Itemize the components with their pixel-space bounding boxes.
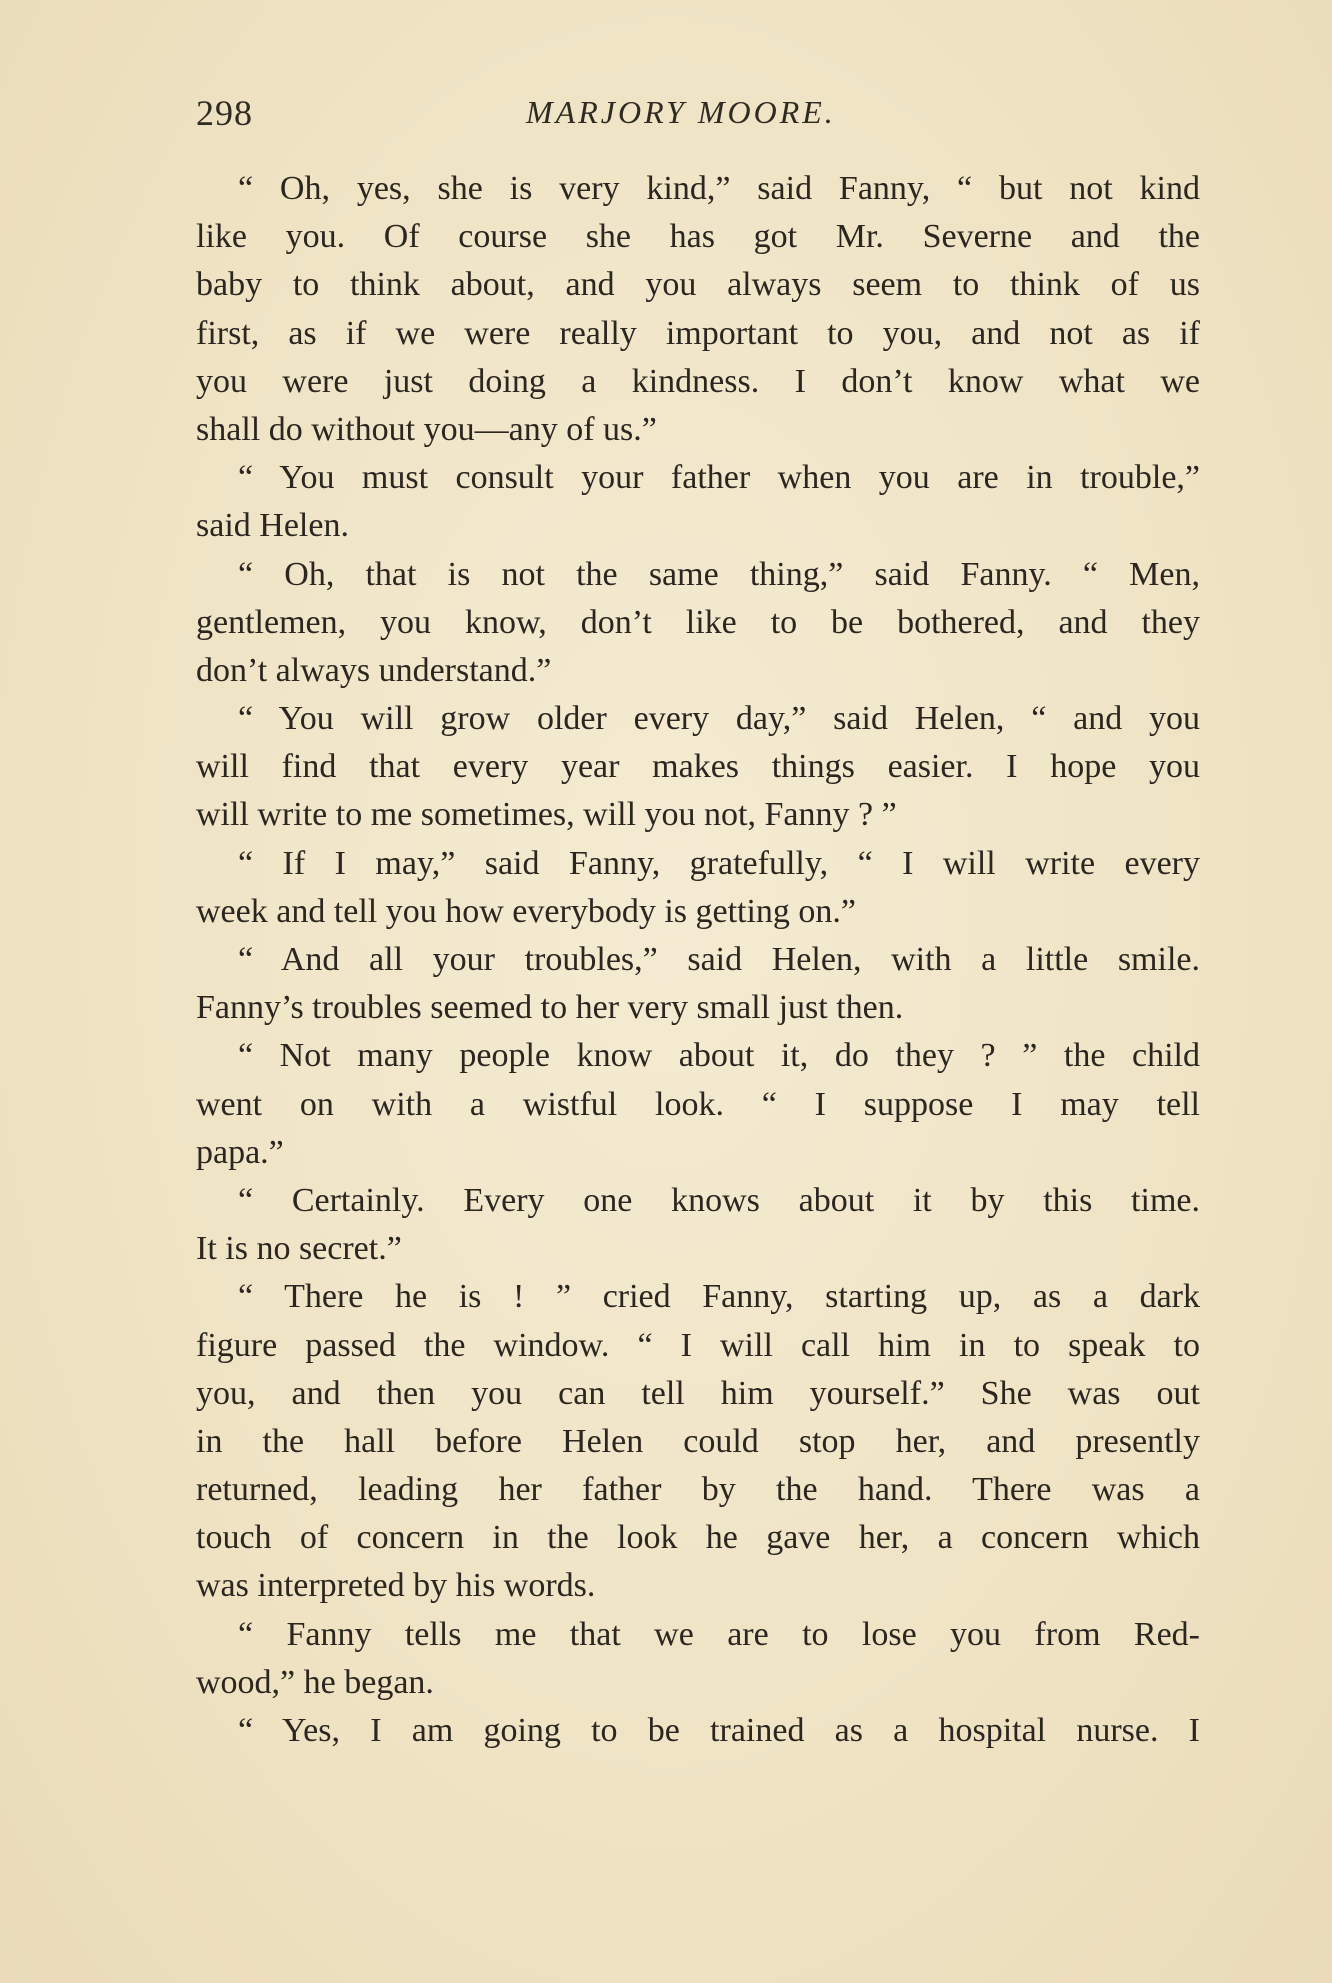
text-line: don’t always understand.” bbox=[196, 651, 552, 689]
text-line: “ Oh, that is not the same thing,” said Fanny. “ Men, bbox=[238, 555, 1200, 593]
text-line: week and tell you how everybody is getting on.” bbox=[196, 892, 857, 930]
text-line: baby to think about, and you always seem to think of us bbox=[196, 266, 1200, 304]
text-line: “ You will grow older every day,” said Helen, “ and you bbox=[238, 700, 1200, 738]
text-line: shall do without you—any of us.” bbox=[196, 410, 657, 448]
text-line: “ Fanny tells me that we are to lose you from Red- bbox=[238, 1615, 1200, 1653]
text-line: figure passed the window. “ I will call him in to speak to bbox=[196, 1326, 1200, 1364]
text-line: said Helen. bbox=[196, 507, 349, 545]
body-text bbox=[196, 165, 1200, 1755]
running-title: MARJORY MOORE. bbox=[526, 94, 836, 130]
text-line: “ There he is ! ” cried Fanny, starting up, as a dark bbox=[238, 1278, 1200, 1316]
text-line: will find that every year makes things easier. I hope you bbox=[196, 748, 1200, 786]
text-line: It is no secret.” bbox=[196, 1230, 402, 1268]
text-line: returned, leading her father by the hand. There was a bbox=[196, 1471, 1200, 1509]
text-line: in the hall before Helen could stop her, and presently bbox=[196, 1422, 1200, 1460]
text-line: went on with a wistful look. “ I suppose I may tell bbox=[196, 1085, 1200, 1123]
text-line: you, and then you can tell him yourself.” She was out bbox=[196, 1374, 1200, 1412]
text-line: wood,” he began. bbox=[196, 1663, 434, 1701]
text-line: papa.” bbox=[196, 1133, 284, 1171]
text-line: “ Yes, I am going to be trained as a hospital nurse. I bbox=[238, 1712, 1200, 1749]
text-line: “ You must consult your father when you are in trouble,” bbox=[238, 459, 1200, 497]
text-line: “ Oh, yes, she is very kind,” said Fanny, “ but not kind bbox=[238, 170, 1200, 207]
text-line: touch of concern in the look he gave her, a concern which bbox=[196, 1519, 1200, 1557]
text-line: was interpreted by his words. bbox=[196, 1567, 596, 1605]
page-header bbox=[196, 92, 1196, 142]
text-line: first, as if we were really important to you, and not as if bbox=[196, 314, 1200, 352]
text-line: gentlemen, you know, don’t like to be bothered, and they bbox=[196, 603, 1200, 641]
text-line: “ And all your troubles,” said Helen, with a little smile. bbox=[238, 941, 1200, 978]
text-line: you were just doing a kindness. I don’t know what we bbox=[196, 362, 1200, 400]
text-line: Fanny’s troubles seemed to her very small just then. bbox=[196, 989, 904, 1027]
text-line: “ Certainly. Every one knows about it by this time. bbox=[238, 1181, 1200, 1219]
text-line: will write to me sometimes, will you not, Fanny ? ” bbox=[196, 796, 897, 834]
text-line: “ Not many people know about it, do they ? ” the child bbox=[238, 1037, 1200, 1075]
text-line: “ If I may,” said Fanny, gratefully, “ I will write every bbox=[238, 844, 1200, 882]
text-line: like you. Of course she has got Mr. Severne and the bbox=[196, 218, 1200, 256]
page-number: 298 bbox=[196, 93, 253, 133]
